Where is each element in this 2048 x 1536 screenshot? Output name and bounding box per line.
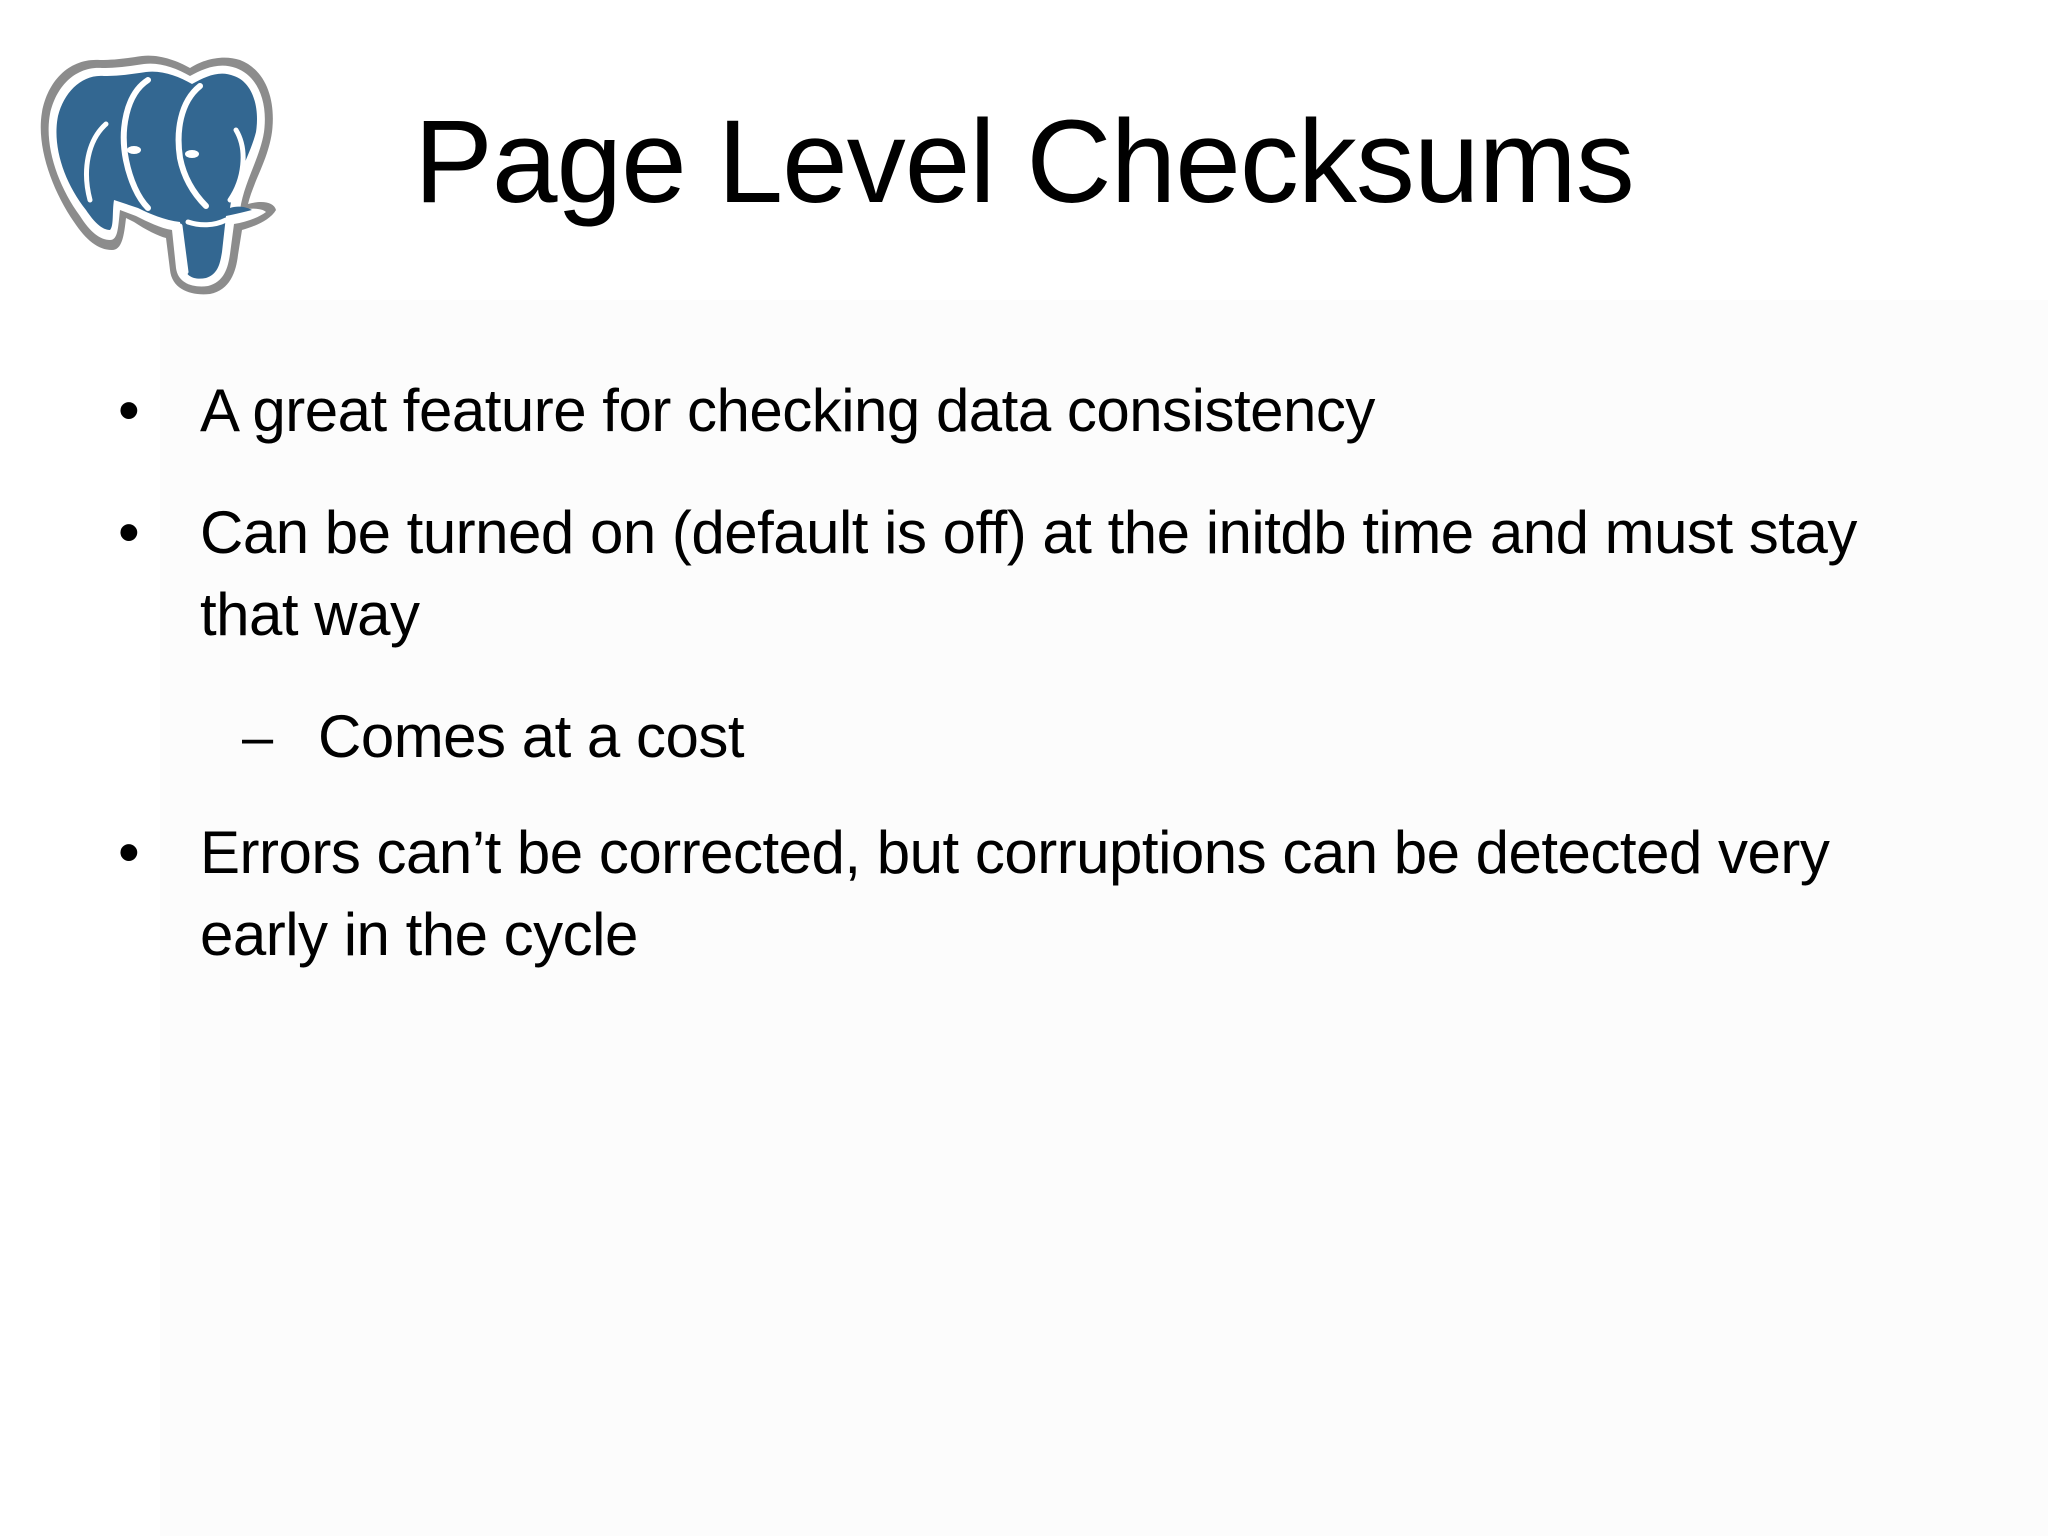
bullet-icon: • [118, 376, 140, 445]
slide-title [0, 92, 2048, 232]
bullet-icon: • [118, 818, 140, 887]
bullet-text: Errors can’t be corrected, but corruptions can be detected very early in the cycle [200, 819, 1830, 968]
dash-icon: – [242, 705, 274, 768]
bullet-text: Can be turned on (default is off) at the initdb time and must stay that way [200, 499, 1857, 648]
bullet-icon: • [118, 498, 140, 567]
bullet-text: A great feature for checking data consistency [200, 377, 1375, 444]
slide-title-text: Page Level Checksums [414, 96, 1634, 228]
sub-bullet-text: Comes at a cost [318, 703, 745, 770]
